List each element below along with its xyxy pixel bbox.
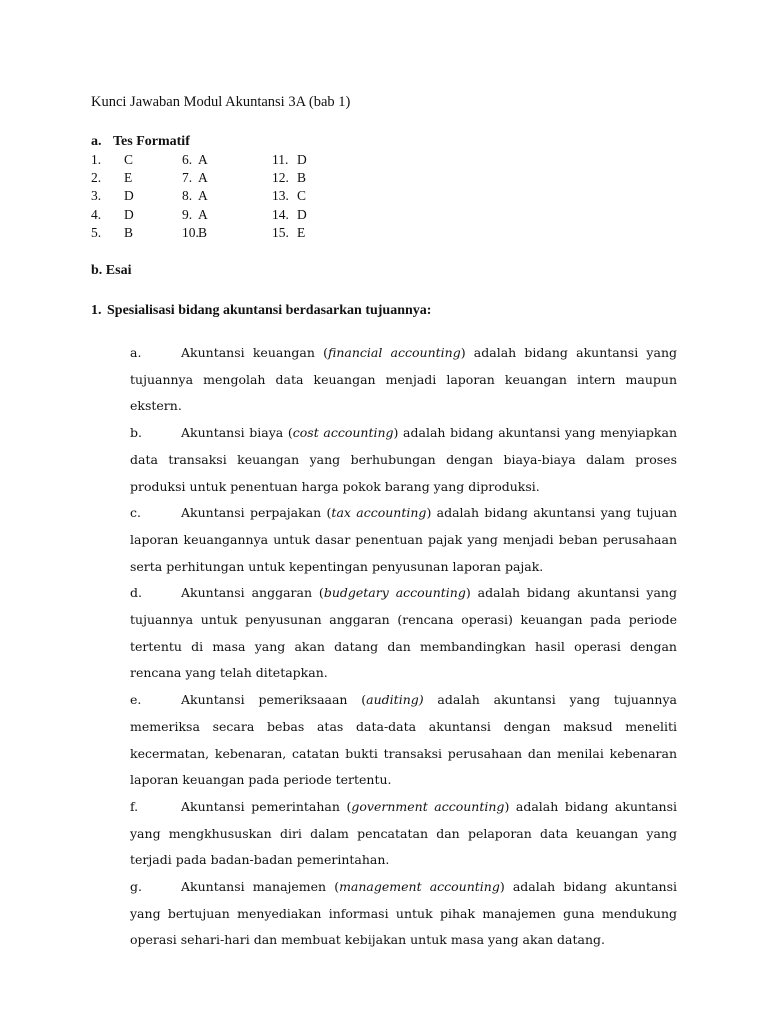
item-text-post: ) adalah bidang akuntansi yang mengkhususkan diri dalam pencatatan dan pelaporan data keuangan yang terjadi pada badan-badan pemerintahan. (130, 798, 678, 868)
item-term: budgetary accounting (323, 585, 466, 601)
answer-number: 8. (182, 188, 193, 204)
essay-item (130, 580, 677, 687)
answer-letter: A (198, 188, 208, 204)
item-text-pre: Akuntansi pemeriksaaan ( (181, 692, 367, 708)
answer-number: 5. (91, 224, 102, 240)
section-a-heading (91, 134, 190, 150)
answer-number: 4. (91, 206, 102, 222)
item-letter: g. (130, 879, 142, 895)
essay-item-list (130, 340, 677, 954)
essay-item (130, 500, 677, 580)
answer-letter: C (124, 152, 134, 167)
item-text-pre: Akuntansi biaya ( (181, 425, 293, 441)
item-text-pre: Akuntansi manajemen ( (181, 879, 340, 895)
answer-number: 9. (182, 206, 193, 222)
item-letter: c. (130, 505, 141, 521)
essay-item (130, 794, 677, 874)
item-term: auditing) (366, 692, 424, 708)
answer-letter: D (124, 206, 134, 222)
answer-letter: B (124, 224, 134, 240)
answer-letter: E (124, 170, 133, 186)
item-letter: d. (130, 585, 142, 601)
answer-letter: E (297, 224, 306, 240)
document-title: Kunci Jawaban Modul Akuntansi 3A (bab 1) (91, 94, 351, 110)
essay-item (130, 420, 677, 500)
item-text-pre: Akuntansi pemerintahan ( (181, 798, 352, 814)
item-letter: a. (130, 345, 142, 360)
item-letter: b. (130, 425, 142, 441)
answer-number: 11. (272, 152, 289, 167)
item-text-post: adalah akuntansi yang tujuannya memeriksa secara bebas atas data-data akuntansi dengan maksud meneliti kecermatan, kebenaran, catatan bukti transaksi perusahaan dan menilai kebenaran laporan keuangan pada periode tertentu. (130, 692, 677, 788)
question-1-text: Spesialisasi bidang akuntansi berdasarkan tujuannya: (107, 303, 432, 318)
item-term: management accounting (339, 879, 500, 895)
answer-number: 13. (272, 188, 289, 204)
essay-item (130, 874, 677, 954)
answer-number: 12. (272, 170, 289, 186)
question-1-number: 1. (91, 303, 102, 318)
answer-number: 2. (91, 170, 102, 186)
answer-letter: D (297, 206, 307, 222)
item-term: financial accounting (327, 345, 461, 360)
item-text-post: ) adalah bidang akuntansi yang bertujuan menyediakan informasi untuk pihak manajemen guna mendukung operasi sehari-hari dan membuat kebijakan untuk masa yang akan datang. (130, 879, 677, 948)
answer-letter: B (198, 224, 208, 240)
section-a-title: Tes Formatif (113, 134, 190, 149)
essay-item (130, 340, 677, 420)
section-b-heading: b. Esai (91, 263, 132, 278)
item-letter: f. (130, 798, 139, 814)
item-term: cost accounting (292, 425, 394, 441)
item-letter: e. (130, 692, 142, 708)
answer-number: 7. (182, 170, 193, 186)
answer-letter: A (198, 170, 208, 186)
item-term: tax accounting (331, 505, 427, 521)
answer-letter: C (297, 188, 307, 204)
answer-letter: A (198, 206, 208, 222)
item-text-post: ) adalah bidang akuntansi yang tujuannya untuk penyusunan anggaran (rencana operasi) keuangan pada periode tertentu di masa yang akan datang dan membandingkan hasil operasi dengan rencana yang telah ditetapkan. (130, 585, 677, 681)
answer-number: 3. (91, 188, 102, 204)
item-text-pre: Akuntansi perpajakan ( (181, 505, 332, 521)
answer-letter: D (297, 152, 307, 167)
item-text-post: ) adalah bidang akuntansi yang menyiapkan data transaksi keuangan yang berhubungan dengan biaya-biaya dalam proses produksi untuk penentuan harga pokok barang yang diproduksi. (130, 425, 678, 494)
answer-number: 1. (91, 152, 102, 167)
item-text-pre: Akuntansi keuangan ( (181, 345, 328, 360)
item-text-pre: Akuntansi anggaran ( (181, 585, 324, 601)
answer-letter: B (297, 170, 307, 186)
answer-number: 10. (182, 224, 199, 240)
item-term: government accounting (351, 798, 505, 814)
answer-number: 15. (272, 224, 289, 240)
section-a-label: a. (91, 134, 102, 149)
item-text-post: ) adalah bidang akuntansi yang tujuan laporan keuangannya untuk dasar penentuan pajak yang menjadi beban perusahaan serta perhitungan untuk kepentingan penyusunan laporan pajak. (130, 505, 678, 574)
answer-number: 6. (182, 152, 193, 167)
essay-item (130, 687, 677, 794)
answer-letter: A (198, 152, 208, 167)
item-text-post: ) adalah bidang akuntansi yang tujuannya mengolah data keuangan menjadi laporan keuangan intern maupun ekstern. (130, 345, 677, 414)
answer-letter: D (124, 188, 134, 204)
question-1-heading (91, 303, 431, 319)
answer-number: 14. (272, 206, 289, 222)
